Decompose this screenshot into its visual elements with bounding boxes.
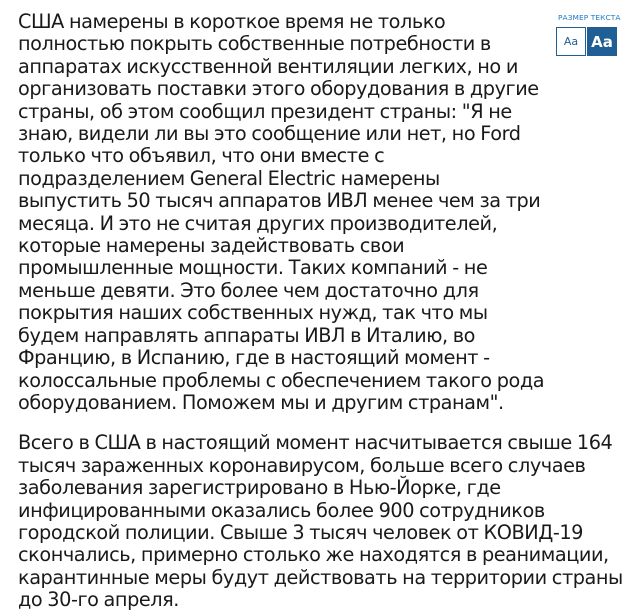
text-size-title: РАЗМЕР ТЕКСТА <box>558 13 621 22</box>
text-size-small-button[interactable]: Aa <box>556 27 586 56</box>
article-paragraph: Всего в США в настоящий момент насчитывается свыше 164 тысяч зараженных коронавирусом, больше всего случаев заболевания зарегистрировано в Нью-Йорке, где инфицированными оказались более 900 сотрудников городской полиции. Свыше 3 тысяч человек от КОВИД-19 скончались, примерно столько же находятся в реанимации, карантинные меры будут действовать на территории страны до 30-го апреля. <box>18 431 623 612</box>
text-size-large-button[interactable]: Aa <box>587 27 617 56</box>
text-size-control <box>556 13 622 61</box>
article-paragraph: США намерены в короткое время не только полностью покрыть собственные потребности в аппаратах искусственной вентиляции легких, но и организовать поставки этого оборудования в другие страны, об этом сообщил президент страны: "Я не знаю, видели ли вы это сообщение или нет, но Ford только что объявил, что они вместе с подразделением General Electric намерены выпустить 50 тысяч аппаратов ИВЛ менее чем за три месяца. И это не считая других производителей, которые намерены задействовать свои промышленные мощности. Таких компаний - не меньше девяти. Это более чем достаточно для покрытия наших собственных нужд, так что мы будем направлять аппараты ИВЛ в Италию, во Францию, в Испанию, где в настоящий момент - колоссальные проблемы с обеспечением такого рода оборудованием. Поможем мы и другим странам". <box>18 10 545 414</box>
article-body <box>18 11 624 612</box>
